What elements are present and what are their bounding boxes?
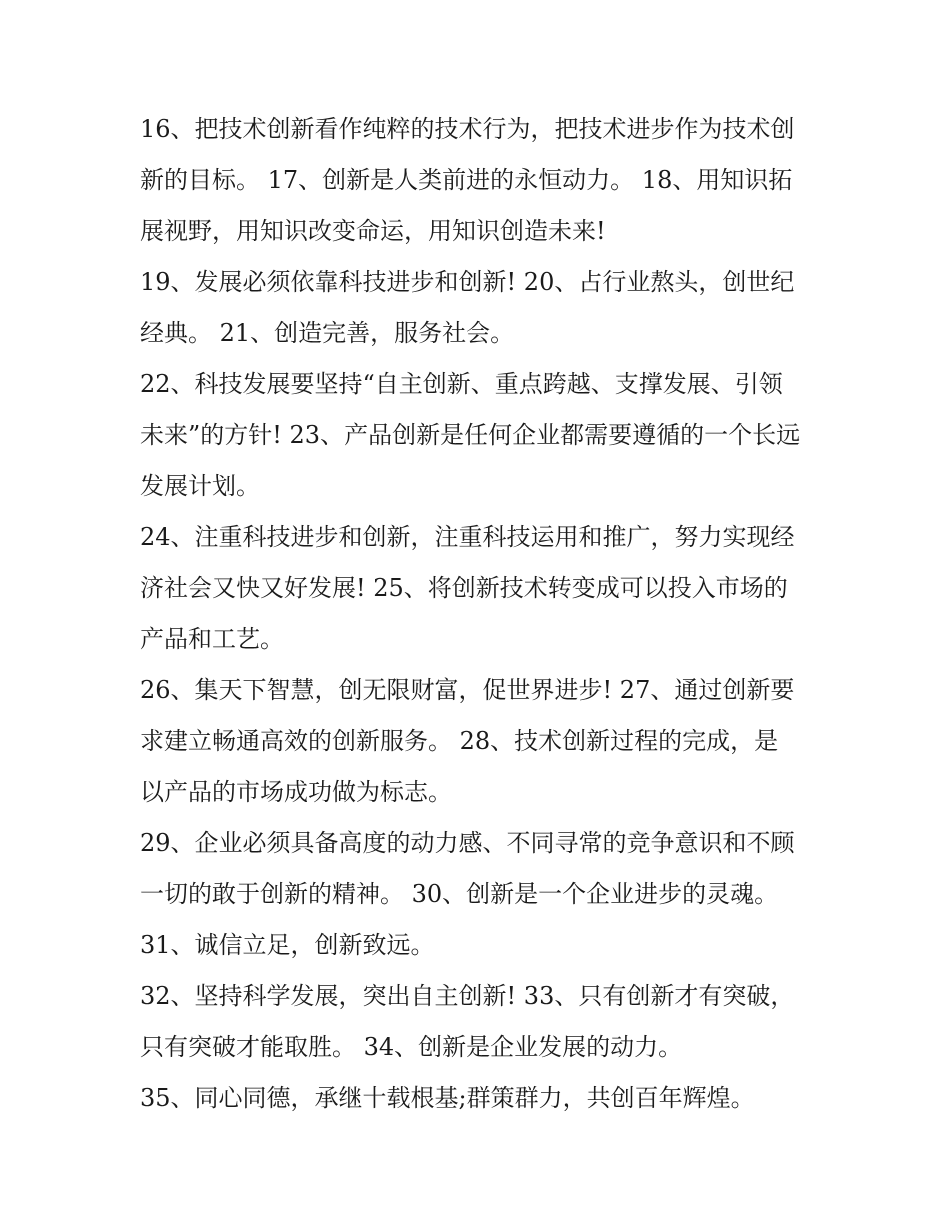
text-line: 以产品的市场成功做为标志。 (140, 778, 452, 806)
text-line: 16、把技术创新看作纯粹的技术行为，把技术进步作为技术创 (140, 115, 795, 143)
text-line: 22、科技发展要坚持“自主创新、重点跨越、支撑发展、引领 (140, 370, 783, 398)
text-line: 求建立畅通高效的创新服务。 28、技术创新过程的完成，是 (140, 727, 779, 755)
text-line: 24、注重科技进步和创新，注重科技运用和推广，努力实现经 (140, 523, 795, 551)
text-line: 新的目标。 17、创新是人类前进的永恒动力。 18、用知识拓 (140, 166, 793, 194)
text-line: 产品和工艺。 (140, 625, 284, 653)
text-line: 未来”的方针! 23、产品创新是任何企业都需要遵循的一个长远 (140, 421, 801, 449)
text-line: 31、诚信立足，创新致远。 (140, 931, 435, 959)
text-line: 26、集天下智慧，创无限财富，促世界进步! 27、通过创新要 (140, 676, 795, 704)
text-line: 展视野，用知识改变命运，用知识创造未来! (140, 217, 606, 245)
text-line: 经典。 21、创造完善，服务社会。 (140, 319, 515, 347)
text-line: 19、发展必须依靠科技进步和创新! 20、占行业熬头，创世纪 (140, 268, 795, 296)
text-line: 29、企业必须具备高度的动力感、不同寻常的竞争意识和不顾 (140, 829, 795, 857)
text-line: 发展计划。 (140, 472, 260, 500)
text-line: 只有突破才能取胜。 34、创新是企业发展的动力。 (140, 1033, 683, 1061)
text-line: 济社会又快又好发展! 25、将创新技术转变成可以投入市场的 (140, 574, 788, 602)
text-line: 一切的敢于创新的精神。 30、创新是一个企业进步的灵魂。 (140, 880, 779, 908)
text-line: 35、同心同德，承继十载根基;群策群力，共创百年辉煌。 (140, 1084, 755, 1112)
text-line: 32、坚持科学发展，突出自主创新! 33、只有创新才有突破， (140, 982, 795, 1010)
